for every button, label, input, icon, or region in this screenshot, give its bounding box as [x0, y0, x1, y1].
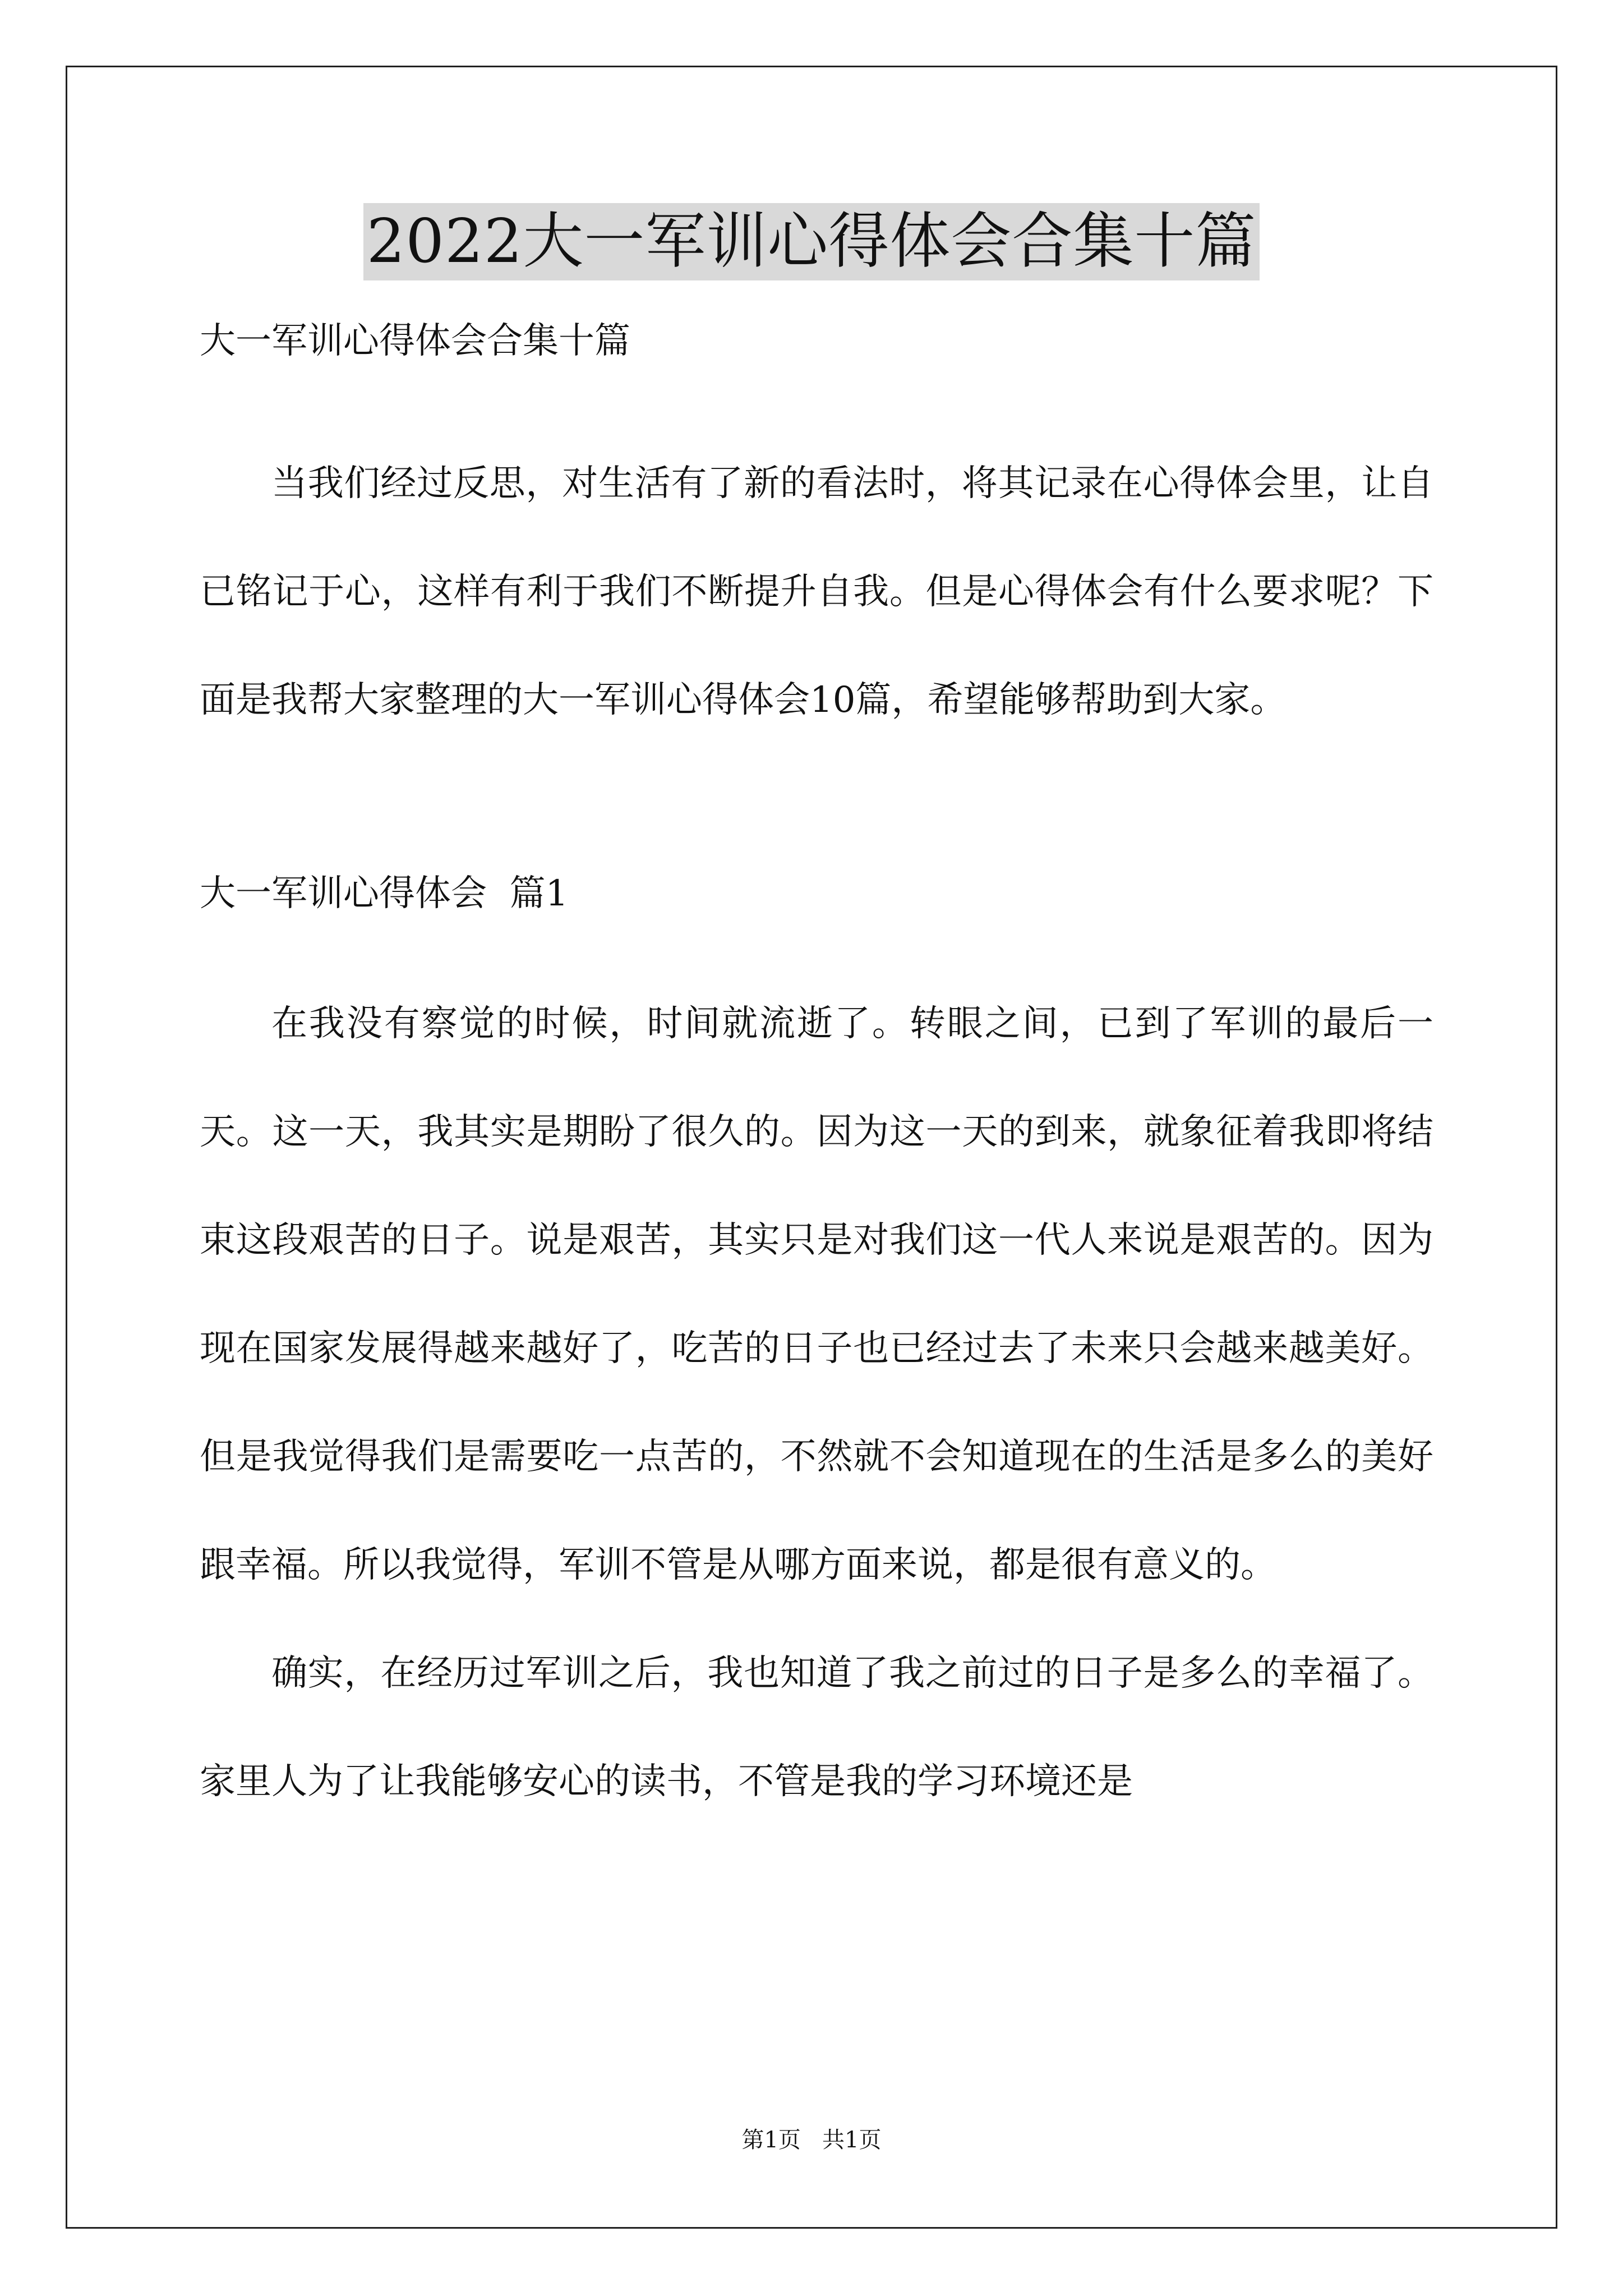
body-paragraph-2-text: 确实，在经历过军训之后，我也知道了我之前过的日子是多么的幸福了。家里人为了让我能够安心的读书，不管是我的学习环境还是: [200, 1653, 1433, 1802]
document-subtitle: 大一军训心得体会合集十篇: [200, 320, 630, 362]
body-paragraph-1: [200, 970, 1433, 1619]
page-footer: 第1页 共1页: [741, 2127, 882, 2153]
body-paragraph-1-text: 在我没有察觉的时候，时间就流逝了。转眼之间，已到了军训的最后一天。这一天，我其实是期盼了很久的。因为这一天的到来，就象征着我即将结束这段艰苦的日子。说是艰苦，其实只是对我们这一代人来说是艰苦的。因为现在国家发展得越来越好了，吃苦的日子也已经过去了未来只会越来越美好。但是我觉得我们是需要吃一点苦的，不然就不会知道现在的生活是多么的美好跟幸福。所以我觉得，军训不管是从哪方面来说，都是很有意义的。: [200, 1003, 1433, 1586]
document-title: 2022大一军训心得体会合集十篇: [363, 203, 1260, 280]
section-heading: 大一军训心得体会 篇1: [200, 873, 569, 914]
document-body: [200, 314, 1433, 1836]
intro-paragraph: [200, 430, 1433, 754]
body-paragraph-2: [200, 1619, 1433, 1836]
title-container: [0, 203, 1623, 280]
intro-paragraph-text: 当我们经过反思，对生活有了新的看法时，将其记录在心得体会里，让自已铭记于心，这样有利于我们不断提升自我。但是心得体会有什么要求呢？下面是我帮大家整理的大一军训心得体会10篇，希望能够帮助到大家。: [200, 463, 1433, 721]
